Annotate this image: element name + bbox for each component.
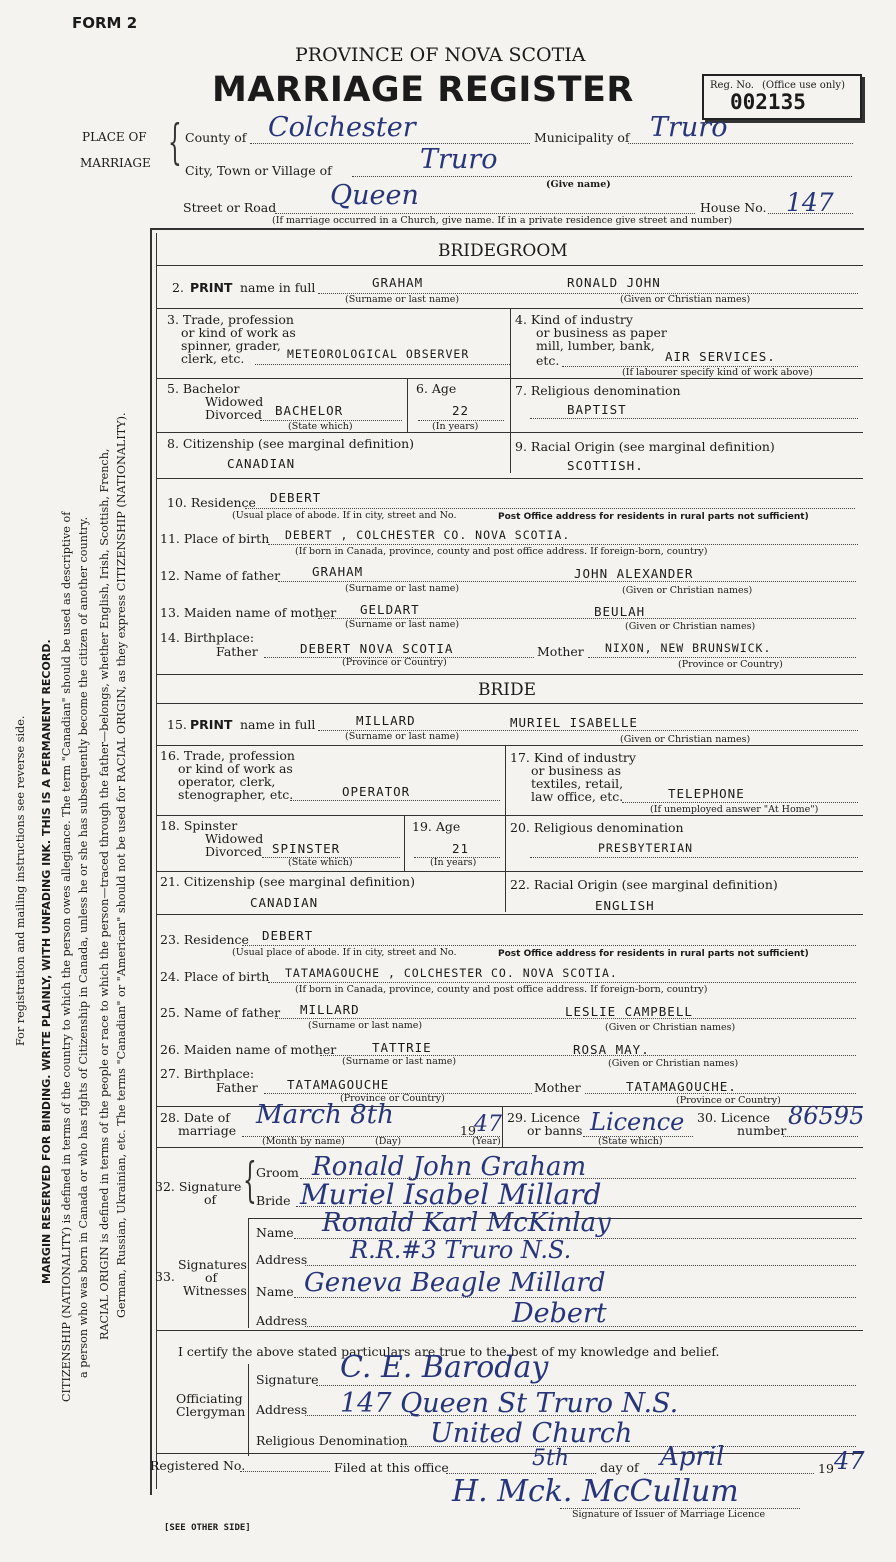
filed-year: 47 [834,1447,865,1475]
county-value: Colchester [268,112,416,143]
clergy-denomination-label: Religious Denomination [256,1433,408,1448]
groom-industry: AIR SERVICES. [665,349,776,364]
q2-print-label: PRINT [190,280,233,295]
groom-surname: GRAHAM [372,275,424,290]
q15-print-label: PRINT [190,717,233,732]
bride-mother-given: ROSA MAY. [573,1042,650,1057]
bride-citizenship: CANADIAN [250,895,319,910]
q33-label-c: Witnesses [183,1283,247,1298]
q16-label-3: operator, clerk, [178,774,276,789]
house-label: House No. [700,200,767,215]
father-surname-caption: (Surname or last name) [345,583,460,594]
bride-father-province-caption: (Province or Country) [340,1093,445,1104]
witness2-name-label: Name [256,1284,294,1299]
bride-origin: ENGLISH [595,898,655,913]
q14-mother-label: Mother [537,644,584,659]
bride-given: MURIEL ISABELLE [510,715,638,730]
q24-label: 24. Place of birth [160,969,270,984]
bride-residence-caption-a: (Usual place of abode. If in city, street and No. [232,947,457,958]
groom-age: 22 [452,403,470,418]
q33-label-b: of [205,1270,218,1285]
certify-statement: I certify the above stated particulars are true to the best of my knowledge and belief. [178,1344,720,1359]
q15-number: 15. [167,717,187,732]
q23-label: 23. Residence [160,932,249,947]
q3-label-1: 3. Trade, profession [167,312,294,327]
witness2-address-label: Address [256,1313,308,1328]
officiating-label-a: Officiating [176,1391,243,1406]
city-value: Truro [420,144,498,175]
groom-mother-given: BEULAH [594,604,646,619]
municipality-label: Municipality of [534,130,630,145]
q2-number: 2. [172,280,184,295]
father-province-caption: (Province or Country) [342,657,447,668]
margin-text-6: German, Russian, Ukrainian, etc. The terms "Canadian" or "American" should not be used for RACIAL ORIGIN, as they express CITIZENSHIP (NATIONALITY). [115,412,128,1318]
groom-birthplace: DEBERT , COLCHESTER CO. NOVA SCOTIA. [285,528,571,542]
marriage-month-day: March 8th [256,1100,394,1130]
bride-religion: PRESBYTERIAN [598,841,694,855]
bride-mother-province-caption: (Province or Country) [676,1095,781,1106]
q5-label-3: Divorced [205,407,262,422]
witness1-name-label: Name [256,1225,294,1240]
q33-label-a: Signatures [178,1257,247,1272]
see-other-side: [SEE OTHER SIDE] [164,1523,251,1533]
filed-year-prefix: 19 [818,1461,834,1476]
q19-label: 19. Age [412,819,461,834]
q21-label: 21. Citizenship (see marginal definition) [160,874,415,889]
q32-label-a: 32. Signature [155,1179,242,1194]
bride-residence-caption-b: Post Office address for residents in rural parts not sufficient) [498,949,809,959]
bride-mother-surname: TATTRIE [372,1040,432,1055]
year-caption: (Year) [472,1136,501,1147]
groom-age-caption: (In years) [432,421,479,432]
marriage-label: MARRIAGE [80,156,151,170]
q4-label-1: 4. Kind of industry [515,312,633,327]
groom-father-birthplace: DEBERT NOVA SCOTIA [300,641,454,656]
q18-label-3: Divorced [205,844,262,859]
q17-label-4: law office, etc. [531,789,624,804]
q17-label-1: 17. Kind of industry [510,750,636,765]
give-name-caption: (Give name) [546,179,611,190]
q5-label-1: 5. Bachelor [167,381,240,396]
licence-type-caption: (State which) [598,1136,663,1147]
q7-label: 7. Religious denomination [515,383,681,398]
clergy-denomination: United Church [430,1418,633,1449]
filed-day: 5th [532,1446,570,1471]
mother-surname-caption: (Surname or last name) [345,619,460,630]
place-brace: { [168,114,182,170]
officiating-label-b: Clergyman [176,1404,246,1419]
groom-residence: DEBERT [270,490,322,505]
q3-label-2: or kind of work as [181,325,296,340]
county-label: County of [185,130,247,145]
day-of-label: day of [600,1460,639,1475]
groom-given: RONALD JOHN [567,275,661,290]
registered-label: Registered No. [150,1458,246,1473]
margin-text-4: a person who was born in Canada or who has rights of Citizenship in Canada, unless he or she has subsequently become the citizen of another country. [77,516,90,1378]
groom-father-surname: GRAHAM [312,564,364,579]
q8-label: 8. Citizenship (see marginal definition) [167,436,415,451]
q3-label-4: clerk, etc. [181,351,245,366]
margin-text-1: For registration and mailing instructions see reverse side. [14,715,27,1046]
q32-label-b: of [204,1192,217,1207]
bride-age: 21 [452,841,470,856]
bride-birthplace: TATAMAGOUCHE , COLCHESTER CO. NOVA SCOTIA. [285,966,618,980]
bride-status-caption: (State which) [288,857,353,868]
issuer-caption: Signature of Issuer of Marriage Licence [572,1509,766,1520]
bride-status: SPINSTER [272,841,341,856]
office-use-note: (Office use only) [762,80,845,91]
bride-father-given-caption: (Given or Christian names) [605,1022,736,1033]
q15-name-label: name in full [240,717,316,732]
clergy-signature: C. E. Baroday [340,1350,549,1385]
bride-father-surname-caption: (Surname or last name) [308,1020,423,1031]
filed-month: April [660,1442,725,1472]
bride-trade: OPERATOR [342,784,411,799]
groom-mother-birthplace: NIXON, NEW BRUNSWICK. [605,641,772,655]
q25-label: 25. Name of father [160,1005,281,1020]
bride-age-caption: (In years) [430,857,477,868]
bride-surname-caption: (Surname or last name) [345,731,460,742]
clergy-signature-label: Signature [256,1372,319,1387]
bride-mother-surname-caption: (Surname or last name) [342,1056,457,1067]
bridegroom-heading: BRIDEGROOM [438,241,568,261]
province-heading: PROVINCE OF NOVA SCOTIA [295,44,586,66]
issuer-signature: H. Mck. McCullum [452,1474,739,1509]
clergy-address: 147 Queen St Truro N.S. [340,1388,679,1419]
house-value: 147 [786,188,834,217]
q5-label-2: Widowed [205,394,264,409]
q12-label: 12. Name of father [160,568,281,583]
birth-caption: (If born in Canada, province, county and post office address. If foreign-born, country) [295,546,708,557]
q30-label-b: number [737,1123,787,1138]
bride-residence: DEBERT [262,928,314,943]
residence-caption-a: (Usual place of abode. If in city, street and No. [232,510,457,521]
q26-label: 26. Maiden name of mother [160,1042,337,1057]
q6-label: 6. Age [416,381,457,396]
q4-label-3: mill, lumber, bank, [536,338,655,353]
marriage-year-prefix: 19 [460,1123,476,1138]
q4-label-4: etc. [536,353,560,368]
groom-trade: METEOROLOGICAL OBSERVER [287,347,470,361]
q13-label: 13. Maiden name of mother [160,605,337,620]
licence-number: 86595 [788,1102,865,1130]
q16-label-1: 16. Trade, profession [160,748,295,763]
bride-industry: TELEPHONE [668,786,745,801]
bride-father-surname: MILLARD [300,1002,360,1017]
q17-label-2: or business as [531,763,622,778]
q30-label-a: 30. Licence [697,1110,770,1125]
page-title: MARRIAGE REGISTER [212,70,634,110]
bride-mother-birthplace: TATAMAGOUCHE. [626,1079,737,1094]
q14-father-label: Father [216,644,258,659]
q14-label: 14. Birthplace: [160,630,255,645]
q27-mother-label: Mother [534,1080,581,1095]
groom-origin: SCOTTISH. [567,458,644,473]
day-caption: (Day) [375,1136,402,1147]
margin-text-5: RACIAL ORIGIN is defined in terms of the people or race to which the person—traced through the father—belongs, whether English, Irish, Scottish, French, [98,448,111,1340]
q27-father-label: Father [216,1080,258,1095]
q29-label-a: 29. Licence [507,1110,580,1125]
month-caption: (Month by name) [262,1136,345,1147]
q29-label-b: or banns [527,1123,583,1138]
margin-text-2: MARGIN RESERVED FOR BINDING. WRITE PLAINLY, WITH UNFADING INK. THIS IS A PERMANENT RECORD. [40,639,53,1284]
bride-heading: BRIDE [478,680,537,700]
q4-caption: (If labourer specify kind of work above) [622,367,813,378]
q11-label: 11. Place of birth [160,531,270,546]
groom-citizenship: CANADIAN [227,456,296,471]
signature-brace: { [243,1152,257,1208]
bride-signature: Muriel Isabel Millard [300,1178,602,1211]
filed-label: Filed at this office [334,1460,449,1475]
reg-no-value: 002135 [730,90,806,114]
q17-caption: (If unemployed answer "At Home") [650,804,819,815]
bride-father-birthplace: TATAMAGOUCHE [287,1077,390,1092]
form-number: FORM 2 [72,14,138,32]
groom-mother-surname: GELDART [360,602,420,617]
q4-label-2: or business as paper [536,325,667,340]
municipality-value: Truro [650,112,728,143]
bride-sign-label: Bride [256,1193,291,1208]
groom-given-caption: (Given or Christian names) [620,294,751,305]
q33-number: 33. [155,1269,175,1284]
groom-status-caption: (State which) [288,421,353,432]
margin-text-3: CITIZENSHIP (NATIONALITY) is defined in terms of the country to which the person owes allegiance. The term "Canadian" should be used as descriptive of [60,511,73,1402]
q20-label: 20. Religious denomination [510,820,684,835]
marriage-year: 47 [474,1112,502,1137]
bride-birth-caption: (If born in Canada, province, county and post office address. If foreign-born, country) [295,984,708,995]
q18-label-2: Widowed [205,831,264,846]
q3-label-3: spinner, grader, [181,338,281,353]
q2-name-label: name in full [240,280,316,295]
licence-type: Licence [590,1108,685,1136]
bride-given-caption: (Given or Christian names) [620,734,751,745]
q16-label-4: stenographer, etc. [178,787,294,802]
q10-label: 10. Residence [167,495,256,510]
q27-label: 27. Birthplace: [160,1066,255,1081]
clergy-address-label: Address [256,1402,308,1417]
groom-sign-label: Groom [256,1165,299,1180]
groom-father-given: JOHN ALEXANDER [574,566,694,581]
q22-label: 22. Racial Origin (see marginal definition) [510,877,778,892]
witness2-name: Geneva Beagle Millard [304,1268,606,1298]
street-value: Queen [330,180,419,211]
q28-label-b: marriage [178,1123,237,1138]
street-caption: (If marriage occurred in a Church, give name. If in a private residence give street and number) [272,215,733,226]
witness1-address: R.R.#3 Truro N.S. [350,1236,572,1264]
father-given-caption: (Given or Christian names) [622,585,753,596]
city-label: City, Town or Village of [185,163,332,178]
groom-signature: Ronald John Graham [312,1152,587,1182]
witness1-address-label: Address [256,1252,308,1267]
q9-label: 9. Racial Origin (see marginal definition) [515,439,775,454]
groom-surname-caption: (Surname or last name) [345,294,460,305]
q28-label-a: 28. Date of [160,1110,230,1125]
residence-caption-b: Post Office address for residents in rural parts not sufficient) [498,512,809,522]
bride-mother-given-caption: (Given or Christian names) [608,1058,739,1069]
bride-surname: MILLARD [356,713,416,728]
street-label: Street or Road [183,200,277,215]
bride-father-given: LESLIE CAMPBELL [565,1004,693,1019]
place-of-label: PLACE OF [82,130,147,144]
groom-status: BACHELOR [275,403,344,418]
groom-religion: BAPTIST [567,402,627,417]
witness1-name: Ronald Karl McKinlay [322,1208,611,1238]
mother-province-caption: (Province or Country) [678,659,783,670]
q17-label-3: textiles, retail, [531,776,624,791]
witness2-address: Debert [512,1298,607,1329]
mother-given-caption: (Given or Christian names) [625,621,756,632]
q16-label-2: or kind of work as [178,761,293,776]
q18-label-1: 18. Spinster [160,818,238,833]
reg-no-label: Reg. No. [710,80,754,91]
